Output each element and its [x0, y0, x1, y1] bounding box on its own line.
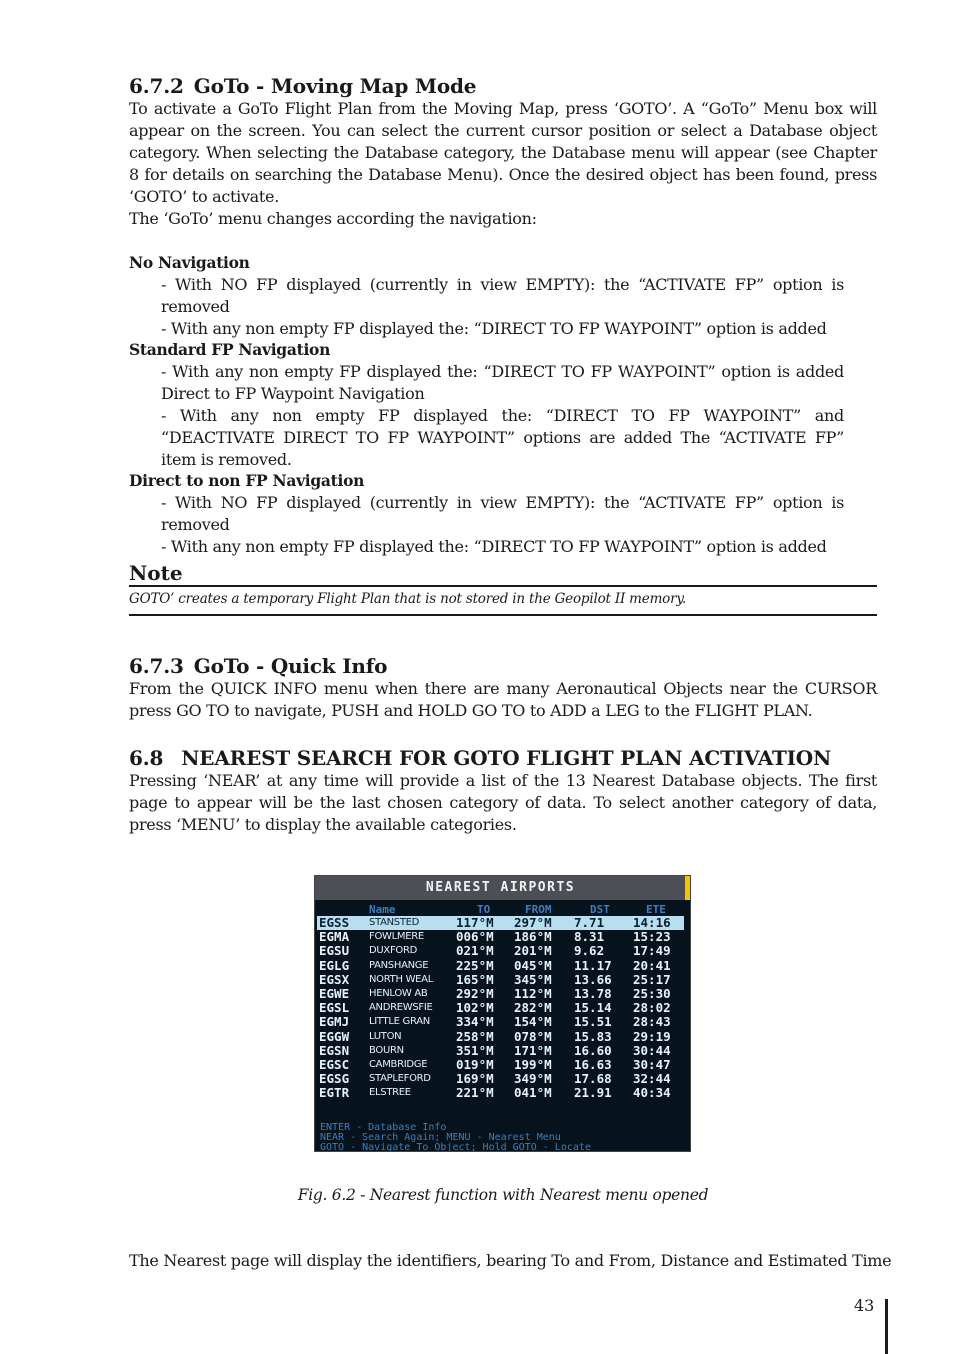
table-row[interactable]: EGSS STANSTED 117°M 297°M 7.71 14:16	[317, 916, 684, 930]
column-header-ete: ETE	[646, 903, 666, 916]
note-title: Note	[129, 561, 183, 585]
table-row[interactable]: EGMA FOWLMERE 006°M 186°M 8.31 15:23	[319, 929, 671, 945]
trailing-paragraph-wrap	[129, 1250, 892, 1272]
help-line: NEAR - Search Again; MENU - Nearest Menu	[320, 1132, 561, 1143]
column-header-name: Name	[369, 903, 396, 916]
heading-68: 6.8 NEAREST SEARCH FOR GOTO FLIGHT PLAN ACTIVATION	[129, 746, 832, 770]
section-672	[129, 74, 877, 230]
paragraph-672-menu: The ‘GoTo’ menu changes according the navigation:	[129, 209, 537, 228]
column-header-from: FROM	[525, 903, 552, 916]
table-row[interactable]: EGSN BOURN 351°M 171°M 16.60 30:44	[319, 1042, 671, 1058]
table-row[interactable]: EGSU DUXFORD 021°M 201°M 9.62 17:49	[319, 943, 671, 959]
list-item: - With any non empty FP displayed the: “DIRECT TO FP WAYPOINT” option is added Direct to FP Waypoint Navigation	[161, 362, 844, 403]
group-title: No Navigation	[129, 253, 250, 272]
help-line: GOTO - Navigate To Object; Hold GOTO - Locate	[320, 1142, 591, 1152]
list-item: - With any non empty FP displayed the: “DIRECT TO FP WAYPOINT” option is added	[161, 319, 827, 338]
screen-title: NEAREST AIRPORTS	[315, 876, 686, 900]
group-direct-non-fp	[129, 470, 877, 558]
note-bottom-rule	[129, 614, 877, 616]
page-number: 43	[854, 1296, 875, 1315]
section-68	[129, 746, 877, 836]
nearest-airports-screen	[314, 875, 691, 1152]
table-row[interactable]: EGSX NORTH WEAL 165°M 345°M 13.66 25:17	[319, 971, 671, 987]
list-item: - With any non empty FP displayed the: “DIRECT TO FP WAYPOINT” and “DEACTIVATE DIRECT TO FP WAYPOINT” options are added The “ACTIVATE FP” item is removed.	[161, 406, 844, 469]
section-673	[129, 654, 877, 722]
group-no-navigation	[129, 252, 877, 340]
paragraph-673: From the QUICK INFO menu when there are many Aeronautical Objects near the CURSOR press GO TO to navigate, PUSH and HOLD GO TO to ADD a LEG to the FLIGHT PLAN.	[129, 679, 877, 720]
column-header-dst: DST	[590, 903, 610, 916]
paragraph-672-intro: To activate a GoTo Flight Plan from the Moving Map, press ‘GOTO’. A “GoTo” Menu box will appear on the screen. You can select the current cursor position or select a Database object category. When selecting the Database category, the Database menu will appear (see Chapter 8 for details on searching the Database Menu). Once the desired object has been found, press ‘GOTO’ to activate.	[129, 99, 877, 206]
list-item: - With NO FP displayed (currently in view EMPTY): the “ACTIVATE FP” option is removed	[161, 493, 844, 534]
table-row[interactable]: EGLG PANSHANGE 225°M 045°M 11.17 20:41	[319, 957, 671, 973]
group-title: Standard FP Navigation	[129, 340, 331, 359]
group-title: Direct to non FP Navigation	[129, 471, 365, 490]
table-row[interactable]: EGSL ANDREWSFIE 102°M 282°M 15.14 28:02	[319, 1000, 671, 1016]
note-box	[129, 561, 877, 616]
heading-673: 6.7.3 GoTo - Quick Info	[129, 654, 388, 678]
airport-list	[317, 916, 684, 1100]
heading-672: 6.7.2 GoTo - Moving Map Mode	[129, 74, 477, 98]
screen-title-accent	[685, 876, 690, 900]
trailing-paragraph: The Nearest page will display the identifiers, bearing To and From, Distance and Estimated Time	[129, 1251, 892, 1270]
list-item: - With NO FP displayed (currently in view EMPTY): the “ACTIVATE FP” option is removed	[161, 275, 844, 316]
paragraph-68: Pressing ‘NEAR’ at any time will provide a list of the 13 Nearest Database objects. The first page to appear will be the last chosen category of data. To select another category of data, press ‘MENU’ to display the available categories.	[129, 771, 877, 834]
note-text: GOTO’ creates a temporary Flight Plan that is not stored in the Geopilot II memory.	[129, 591, 687, 607]
help-line: ENTER - Database Info	[320, 1122, 447, 1133]
list-item: - With any non empty FP displayed the: “DIRECT TO FP WAYPOINT” option is added	[161, 537, 827, 556]
table-row[interactable]: EGSG STAPLEFORD 169°M 349°M 17.68 32:44	[319, 1071, 671, 1087]
figure-caption: Fig. 6.2 - Nearest function with Nearest menu opened	[297, 1186, 709, 1204]
group-standard-fp	[129, 339, 877, 471]
table-row[interactable]: EGMJ LITTLE GRAN 334°M 154°M 15.51 28:43	[319, 1014, 671, 1030]
screen-help-text	[320, 1123, 591, 1152]
table-row[interactable]: EGWE HENLOW AB 292°M 112°M 13.78 25:30	[319, 985, 671, 1001]
table-row[interactable]: EGTR ELSTREE 221°M 041°M 21.91 40:34	[319, 1085, 671, 1101]
table-row[interactable]: EGSC CAMBRIDGE 019°M 199°M 16.63 30:47	[319, 1056, 671, 1072]
table-row[interactable]: EGGW LUTON 258°M 078°M 15.83 29:19	[319, 1028, 671, 1044]
page-edge-bar	[885, 1299, 888, 1354]
column-header-to: TO	[477, 903, 491, 916]
